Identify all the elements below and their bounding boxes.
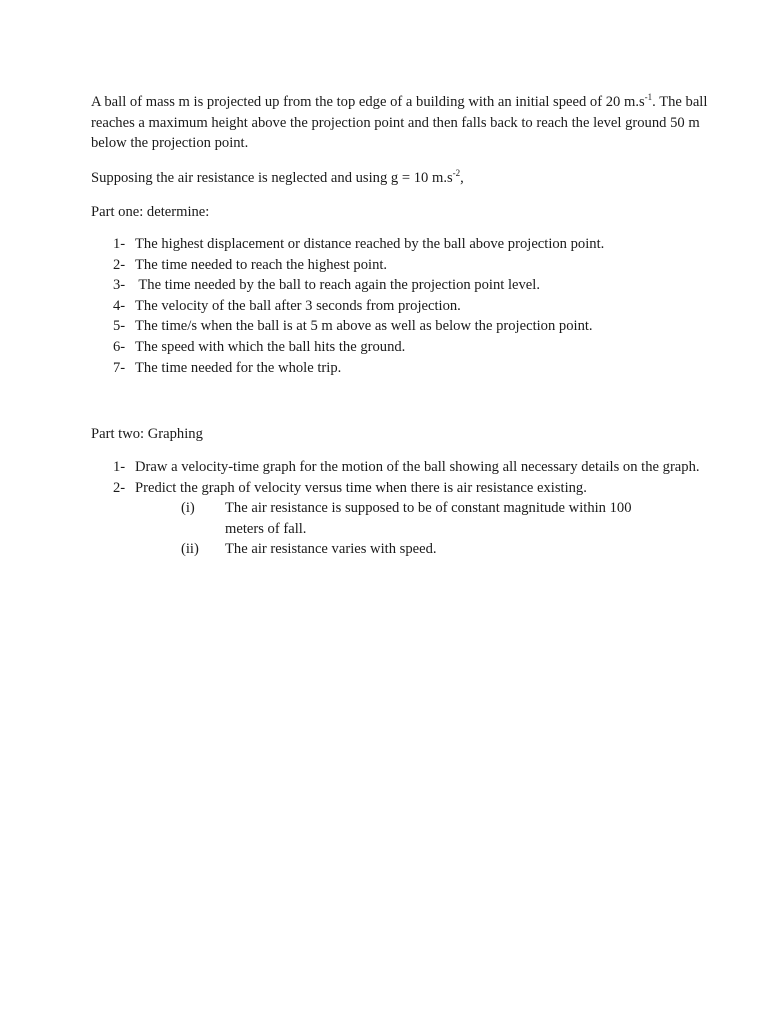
assumption-text-start: Supposing the air resistance is neglected and using g = 10 m.s — [91, 170, 453, 186]
sublist-item — [135, 498, 713, 539]
assumption-superscript: -2 — [452, 168, 461, 178]
list-item — [113, 234, 713, 255]
list-item — [113, 275, 713, 296]
sublist-item-number: (i) — [181, 500, 195, 517]
sublist-item — [135, 539, 713, 560]
list-item-text: The velocity of the ball after 3 seconds from projection. — [135, 297, 461, 314]
list-item-text: The time needed to reach the highest point. — [135, 256, 388, 273]
list-item — [113, 337, 713, 358]
assumption-text-end: , — [460, 170, 464, 186]
list-item-text: Predict the graph of velocity versus time when there is air resistance existing. — [135, 479, 587, 496]
list-item-text: The speed with which the ball hits the ground. — [135, 338, 406, 355]
list-item-text: The time needed for the whole trip. — [135, 359, 342, 376]
list-item-number: 1- — [113, 459, 126, 475]
list-item-number: 4- — [113, 297, 126, 314]
list-item — [113, 478, 713, 560]
intro-superscript: -1 — [644, 92, 653, 102]
list-item-number: 7- — [113, 359, 126, 376]
list-item — [113, 296, 713, 317]
part-one-list — [113, 234, 713, 378]
part-one-heading: Part one: determine: — [91, 204, 210, 220]
list-item-number: 6- — [113, 338, 126, 355]
list-item — [113, 255, 713, 276]
list-item-number: 3- — [113, 277, 126, 294]
intro-text-end: . The ball reaches a maximum height above the projection point and then falls back to reach the level ground 50 m below the projection point. — [91, 94, 708, 151]
intro-paragraph — [91, 92, 711, 154]
part-two-sublist — [135, 498, 713, 560]
sublist-item-text: The air resistance varies with speed. — [225, 541, 437, 558]
intro-text-start: A ball of mass m is projected up from the top edge of a building with an initial speed of 20 m.s — [91, 94, 645, 110]
sublist-item-number: (ii) — [181, 541, 199, 558]
list-item-number: 1- — [113, 236, 126, 252]
list-item-number: 5- — [113, 318, 126, 335]
list-item-text: The time needed by the ball to reach again the projection point level. — [135, 277, 540, 294]
list-item — [113, 358, 713, 379]
list-item-text: The highest displacement or distance reached by the ball above projection point. — [135, 236, 605, 252]
list-item — [113, 316, 713, 337]
part-two-heading: Part two: Graphing — [91, 426, 203, 442]
list-item-number: 2- — [113, 479, 126, 496]
list-item-number: 2- — [113, 256, 126, 273]
list-item-text: The time/s when the ball is at 5 m above as well as below the projection point. — [135, 318, 593, 335]
part-two-list — [113, 457, 713, 560]
sublist-item-text: The air resistance is supposed to be of constant magnitude within 100 meters of fall. — [225, 500, 632, 537]
assumption-paragraph — [91, 168, 711, 189]
list-item — [113, 457, 713, 478]
list-item-text: Draw a velocity-time graph for the motion of the ball showing all necessary details on the graph. — [135, 459, 700, 475]
